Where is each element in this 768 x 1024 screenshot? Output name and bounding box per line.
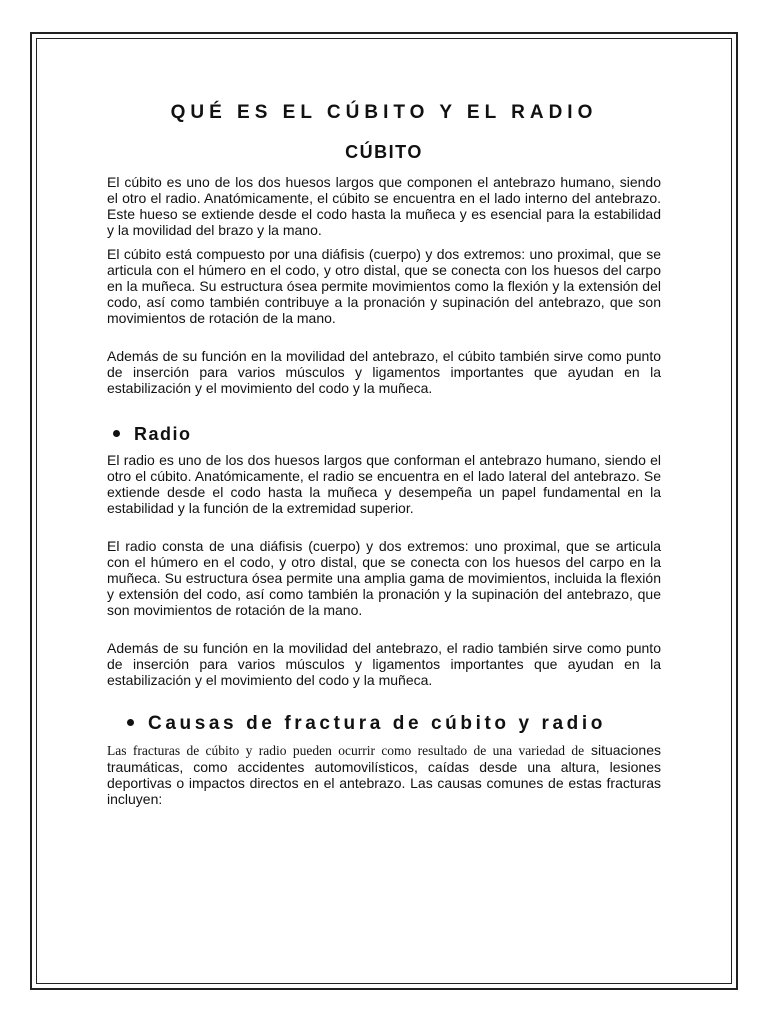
section-heading-causas [107,712,661,736]
causas-heading-text: Causas de fractura de cúbito y radio [148,713,606,734]
cubito-paragraph-3: Además de su función en la movilidad del antebrazo, el cúbito también sirve como punto de inserción para varios músculos y ligamentos importantes que ayudan en la estabilización y el movimiento del codo y la muñeca. [107,348,661,396]
causas-paragraph [107,742,661,807]
cubito-paragraph-2: El cúbito está compuesto por una diáfisis (cuerpo) y dos extremos: uno proximal, que se articula con el húmero en el codo, y otro distal, que se conecta con los huesos del carpo en la muñeca. Su estructura ósea permite movimientos como la flexión y la extensión del codo, así como también contribuye a la pronación y supinación del antebrazo, que son movimientos de rotación de la mano. [107,246,661,326]
causas-paragraph-rest: situaciones traumáticas, como accidentes automovilísticos, caídas desde una altura, lesiones deportivas o impactos directos en el antebrazo. Las causas comunes de estas fracturas incluyen: [107,742,661,807]
radio-paragraph-3: Además de su función en la movilidad del antebrazo, el radio también sirve como punto de inserción para varios músculos y ligamentos importantes que ayudan en la estabilización y el movimiento del codo y la muñeca. [107,640,661,688]
radio-heading-text: Radio [134,424,192,444]
bullet-icon [113,430,120,437]
bullet-icon [127,719,134,726]
radio-paragraph-2: El radio consta de una diáfisis (cuerpo) y dos extremos: uno proximal, que se articula con el húmero en el codo, y otro distal, que se conecta con los huesos del carpo en la muñeca. Su estructura ósea permite una amplia gama de movimientos, incluida la flexión y extensión del codo, así como también la pronación y la supinación del antebrazo, que son movimientos de rotación de la mano. [107,538,661,618]
section-heading-radio [107,422,661,446]
radio-paragraph-1: El radio es uno de los dos huesos largos que conforman el antebrazo humano, siendo el otro el cúbito. Anatómicamente, el radio se encuentra en el lado lateral del antebrazo. Se extiende desde el codo hasta la muñeca y desempeña un papel fundamental en la estabilidad y la función de la extremidad superior. [107,452,661,516]
document-title: QUÉ ES EL CÚBITO Y EL RADIO [170,102,598,123]
section-heading-cubito: CÚBITO [345,142,423,162]
cubito-paragraph-1: El cúbito es uno de los dos huesos largos que componen el antebrazo humano, siendo el otro el radio. Anatómicamente, el cúbito se encuentra en el lado interno del antebrazo. Este hueso se extiende desde el codo hasta la muñeca y es esencial para la estabilidad y la movilidad del brazo y la mano. [107,174,661,238]
document-body [107,100,661,815]
causas-paragraph-lead: Las fracturas de cúbito y radio pueden ocurrir como resultado de una variedad de [107,743,585,758]
